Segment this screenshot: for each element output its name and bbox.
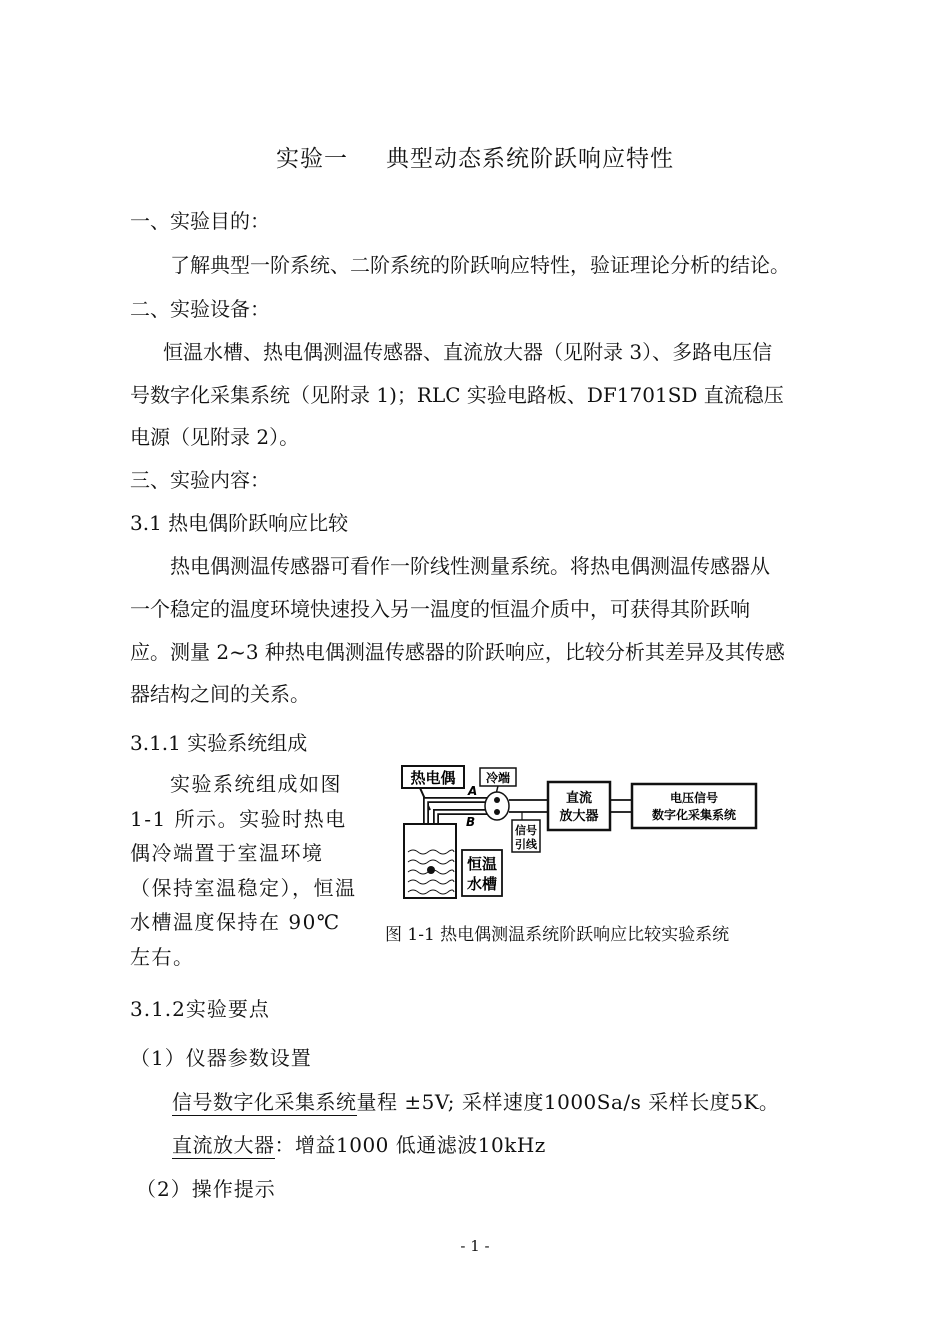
bath-label-line: 恒温 [466, 855, 498, 873]
thermocouple-system-diagram [400, 762, 760, 902]
dc-amplifier-term: 直流放大器 [172, 1133, 275, 1157]
signal-lead-label-line: 引线 [515, 838, 537, 851]
title-experiment-name: 典型动态系统阶跃响应特性 [386, 146, 674, 172]
page-title [0, 140, 950, 173]
signal-lead-label-line: 信号 [515, 824, 537, 837]
section-1-body: 了解典型一阶系统、二阶系统的阶跃响应特性，验证理论分析的结论。 [170, 253, 790, 277]
section-2-body-line: 号数字化采集系统（见附录 1)；RLC 实验电路板、DF1701SD 直流稳压 [130, 383, 784, 407]
daq-label-line: 数字化采集系统 [651, 808, 737, 822]
cold-junction [485, 792, 509, 820]
subsection-3-1-body-line: 器结构之间的关系。 [130, 682, 310, 706]
page-number: - 1 - [460, 1237, 490, 1255]
subsection-3-1-body-line: 应。测量 2~3 种热电偶测温传感器的阶跃响应，比较分析其差异及其传感 [130, 640, 785, 664]
point-b-label: B [466, 815, 476, 829]
figure-caption: 图 1-1 热电偶测温系统阶跃响应比较实验系统 [385, 925, 730, 945]
subsection-3-1-body-line: 热电偶测温传感器可看作一阶线性测量系统。将热电偶测温传感器从 [170, 554, 770, 578]
daq-system-term: 信号数字化采集系统 [172, 1090, 357, 1114]
daq-label-line: 电压信号 [669, 791, 719, 805]
dc-amplifier-label-line: 放大器 [559, 809, 599, 824]
section-2-body-line: 恒温水槽、热电偶测温传感器、直流放大器（见附录 3）、多路电压信 [163, 340, 773, 364]
operation-tips-heading: （2）操作提示 [136, 1177, 276, 1201]
bath-label-line: 水槽 [466, 875, 498, 893]
dc-amplifier-label-line: 直流 [565, 791, 593, 806]
param-line-amplifier [172, 1131, 546, 1159]
dc-amplifier-settings: ：增益1000 低通滤波10kHz [274, 1133, 546, 1157]
section-2-body-line: 电源（见附录 2）。 [130, 425, 300, 449]
param-setting-heading: （1）仪器参数设置 [130, 1046, 312, 1070]
section-3-heading: 三、实验内容： [130, 468, 270, 492]
section-1-heading: 一、实验目的： [130, 209, 270, 233]
subsection-3-1-body-line: 一个稳定的温度环境快速投入另一温度的恒温介质中，可获得其阶跃响 [130, 597, 750, 621]
subsection-3-1-2-heading: 3.1.2实验要点 [130, 997, 270, 1021]
point-a-label: A [468, 784, 478, 798]
subsection-3-1-heading: 3.1 热电偶阶跃响应比较 [130, 511, 349, 535]
section-2-heading: 二、实验设备： [130, 297, 270, 321]
daq-system-settings: 量程 ±5V; 采样速度1000Sa/s 采样长度5K。 [356, 1090, 780, 1114]
param-line-daq [172, 1088, 779, 1116]
thermocouple-label: 热电偶 [410, 769, 456, 787]
cold-end-label: 冷端 [485, 771, 511, 785]
subsection-3-1-1-heading: 3.1.1 实验系统组成 [130, 731, 308, 755]
title-experiment-number: 实验一 [276, 146, 348, 172]
subsection-3-1-1-body: 实验系统组成如图 1-1 所示。实验时热电偶冷端置于室温环境（保持室温稳定），恒温水槽温度保持在 90℃左右。 [130, 772, 357, 969]
